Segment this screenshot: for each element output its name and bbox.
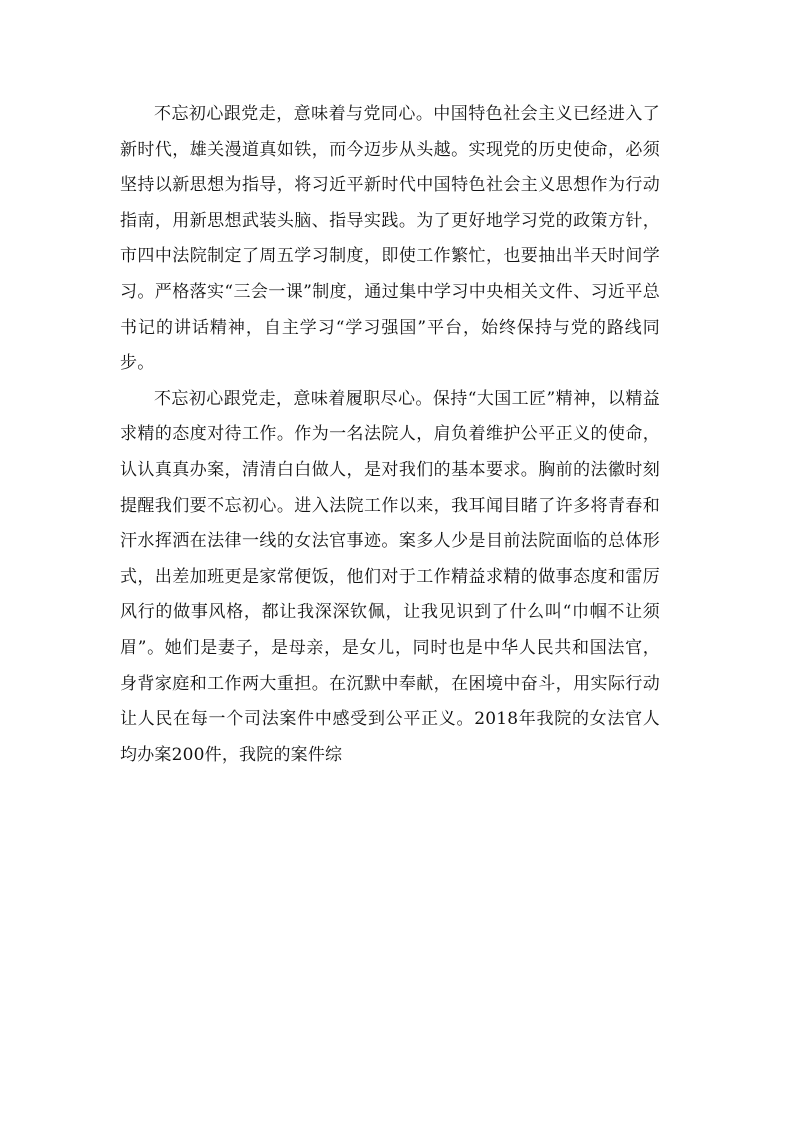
body-text bbox=[120, 97, 660, 773]
paragraph-duty-heart: 不忘初心跟党走，意味着履职尽心。保持“大国工匠”精神，以精益求精的态度对待工作。作为一名法院人，肩负着维护公平正义的使命，认认真真办案，清清白白做人，是对我们的基本要求。胸前的法徽时刻提醒我们要不忘初心。进入法院工作以来，我耳闻目睹了许多将青春和汗水挥洒在法律一线的女法官事迹。案多人少是目前法院面临的总体形式，出差加班更是家常便饭，他们对于工作精益求精的做事态度和雷厉风行的做事风格，都让我深深钦佩，让我见识到了什么叫“巾帼不让须眉”。她们是妻子，是母亲，是女儿，同时也是中华人民共和国法官，身背家庭和工作两大重担。在沉默中奉献，在困境中奋斗，用实际行动让人民在每一个司法案件中感受到公平正义。2018年我院的女法官人均办案200件，我院的案件综 bbox=[120, 388, 660, 765]
paragraph-party-heart: 不忘初心跟党走，意味着与党同心。中国特色社会主义已经进入了新时代，雄关漫道真如铁，而今迈步从头越。实现党的历史使命，必须坚持以新思想为指导，将习近平新时代中国特色社会主义思想作为行动指南，用新思想武装头脑、指导实践。为了更好地学习党的政策方针，市四中法院制定了周五学习制度，即使工作繁忙，也要抽出半天时间学习。严格落实“三会一课”制度，通过集中学习中央相关文件、习近平总书记的讲话精神，自主学习“学习强国”平台，始终保持与党的路线同步。 bbox=[120, 104, 660, 374]
